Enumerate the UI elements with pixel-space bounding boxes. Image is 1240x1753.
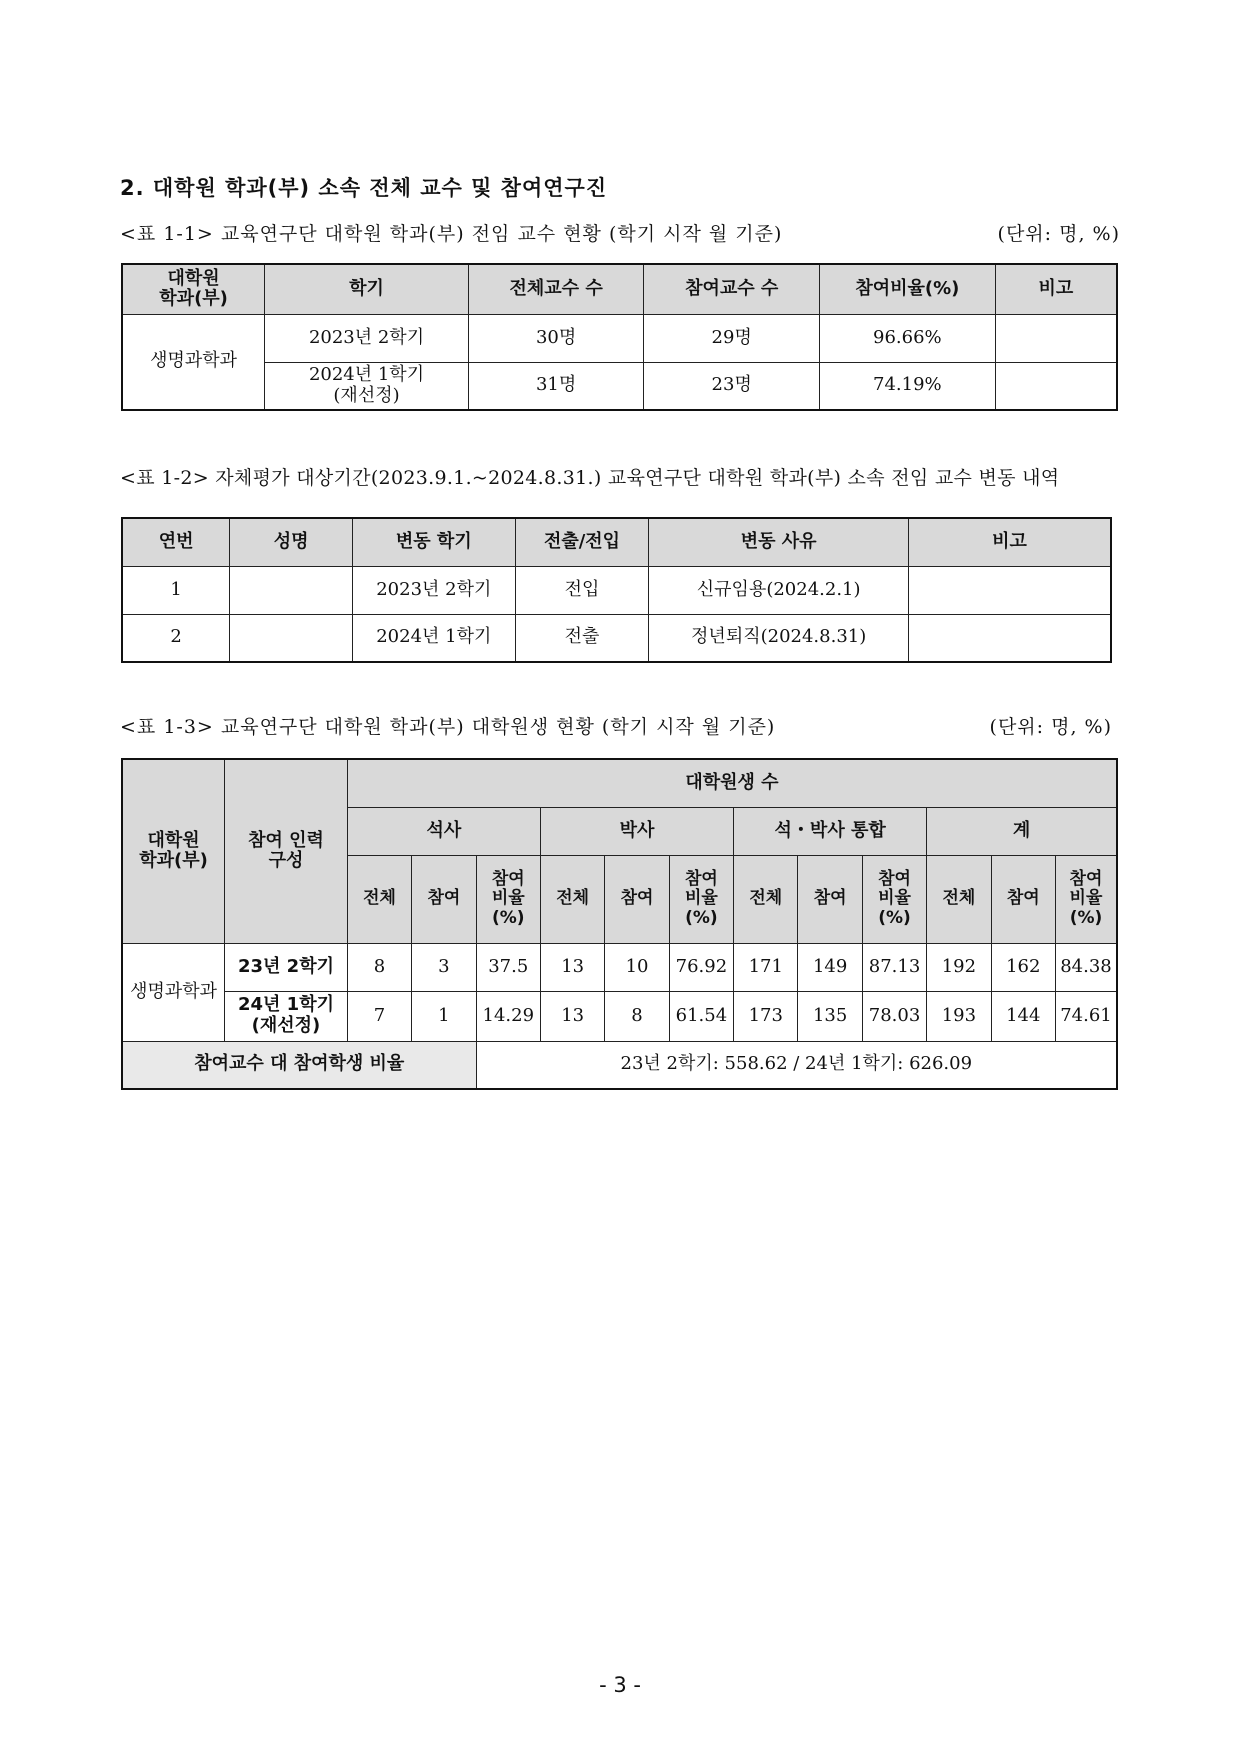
value-cell: 14.29 xyxy=(476,991,540,1041)
header-graduate-students: 대학원생 수 xyxy=(347,759,1117,807)
type-cell: 전입 xyxy=(515,566,649,614)
ratio-value-cell: 23년 2학기: 558.62 / 24년 1학기: 626.09 xyxy=(476,1041,1117,1089)
table-row xyxy=(122,614,1111,662)
semester-cell: 23년 2학기 xyxy=(225,943,348,991)
value-cell: 61.54 xyxy=(669,991,733,1041)
header-department: 대학원 학과(부) xyxy=(122,759,225,943)
semester-cell: 2024년 1학기 xyxy=(352,614,515,662)
value-cell: 149 xyxy=(798,943,862,991)
value-cell: 8 xyxy=(347,943,411,991)
table-row xyxy=(122,991,1117,1041)
note-cell xyxy=(995,314,1117,362)
number-cell: 2 xyxy=(122,614,230,662)
header-sub-participating: 참여 xyxy=(991,855,1055,943)
header-total-faculty: 전체교수 수 xyxy=(468,264,644,314)
name-cell xyxy=(230,566,353,614)
section-title: 2. 대학원 학과(부) 소속 전체 교수 및 참여연구진 xyxy=(120,176,608,200)
header-composition: 참여 인력 구성 xyxy=(225,759,348,943)
note-cell xyxy=(908,566,1111,614)
table-row xyxy=(122,314,1117,362)
value-cell: 135 xyxy=(798,991,862,1041)
ratio-cell: 74.19% xyxy=(820,362,996,410)
department-cell: 생명과학과 xyxy=(122,943,225,1041)
header-participating-faculty: 참여교수 수 xyxy=(644,264,820,314)
value-cell: 74.61 xyxy=(1055,991,1117,1041)
header-sub-participating: 참여 xyxy=(798,855,862,943)
header-sub-ratio: 참여 비율 (%) xyxy=(476,855,540,943)
value-cell: 84.38 xyxy=(1055,943,1117,991)
header-sub-participating: 참여 xyxy=(412,855,476,943)
table1-unit: (단위: 명, %) xyxy=(997,223,1120,245)
table1-caption-row xyxy=(120,219,1120,246)
header-sub-total: 전체 xyxy=(540,855,604,943)
header-note: 비고 xyxy=(995,264,1117,314)
semester-cell: 2023년 2학기 xyxy=(352,566,515,614)
header-name: 성명 xyxy=(230,518,353,566)
table-footer-row xyxy=(122,1041,1117,1089)
table-header-row xyxy=(122,264,1117,314)
type-cell: 전출 xyxy=(515,614,649,662)
reason-cell: 정년퇴직(2024.8.31) xyxy=(649,614,909,662)
number-cell: 1 xyxy=(122,566,230,614)
semester-cell: 24년 1학기 (재선정) xyxy=(225,991,348,1041)
header-change-semester: 변동 학기 xyxy=(352,518,515,566)
header-sum: 계 xyxy=(927,807,1117,855)
header-sub-total: 전체 xyxy=(734,855,798,943)
header-note: 비고 xyxy=(908,518,1111,566)
value-cell: 3 xyxy=(412,943,476,991)
header-change-reason: 변동 사유 xyxy=(649,518,909,566)
header-transfer-type: 전출/전입 xyxy=(515,518,649,566)
table-row xyxy=(122,566,1111,614)
value-cell: 13 xyxy=(540,991,604,1041)
value-cell: 1 xyxy=(412,991,476,1041)
total-cell: 30명 xyxy=(468,314,644,362)
table1-caption: <표 1-1> 교육연구단 대학원 학과(부) 전임 교수 현황 (학기 시작 월 기준) xyxy=(120,223,783,245)
table3-caption: <표 1-3> 교육연구단 대학원 학과(부) 대학원생 현황 (학기 시작 월 기준) xyxy=(120,716,776,738)
value-cell: 173 xyxy=(734,991,798,1041)
note-cell xyxy=(908,614,1111,662)
table-row xyxy=(122,943,1117,991)
value-cell: 192 xyxy=(927,943,991,991)
table-header-row xyxy=(122,759,1117,807)
reason-cell: 신규임용(2024.2.1) xyxy=(649,566,909,614)
value-cell: 171 xyxy=(734,943,798,991)
table2-caption-row xyxy=(120,463,1120,490)
header-ratio: 참여비율(%) xyxy=(820,264,996,314)
participating-cell: 29명 xyxy=(644,314,820,362)
table-faculty-status xyxy=(121,263,1118,411)
header-sub-ratio: 참여 비율 (%) xyxy=(862,855,926,943)
value-cell: 37.5 xyxy=(476,943,540,991)
name-cell xyxy=(230,614,353,662)
header-sub-ratio: 참여 비율 (%) xyxy=(1055,855,1117,943)
table3-caption-row xyxy=(120,712,1112,739)
header-integrated: 석・박사 통합 xyxy=(734,807,927,855)
header-department: 대학원 학과(부) xyxy=(122,264,265,314)
value-cell: 87.13 xyxy=(862,943,926,991)
table-graduate-students xyxy=(121,758,1118,1090)
participating-cell: 23명 xyxy=(644,362,820,410)
table-faculty-changes xyxy=(121,517,1112,663)
table2-caption: <표 1-2> 자체평가 대상기간(2023.9.1.~2024.8.31.) 교육연구단 대학원 학과(부) 소속 전임 교수 변동 내역 xyxy=(120,467,1060,489)
value-cell: 162 xyxy=(991,943,1055,991)
value-cell: 13 xyxy=(540,943,604,991)
header-number: 연번 xyxy=(122,518,230,566)
header-masters: 석사 xyxy=(347,807,540,855)
note-cell xyxy=(995,362,1117,410)
total-cell: 31명 xyxy=(468,362,644,410)
ratio-label-cell: 참여교수 대 참여학생 비율 xyxy=(122,1041,476,1089)
semester-cell: 2023년 2학기 xyxy=(265,314,469,362)
value-cell: 193 xyxy=(927,991,991,1041)
value-cell: 78.03 xyxy=(862,991,926,1041)
table-row xyxy=(122,362,1117,410)
value-cell: 76.92 xyxy=(669,943,733,991)
header-doctoral: 박사 xyxy=(540,807,733,855)
value-cell: 144 xyxy=(991,991,1055,1041)
table3-unit: (단위: 명, %) xyxy=(989,716,1112,738)
table-header-row xyxy=(122,518,1111,566)
header-semester: 학기 xyxy=(265,264,469,314)
header-sub-total: 전체 xyxy=(927,855,991,943)
department-cell: 생명과학과 xyxy=(122,314,265,410)
page-number: - 3 - xyxy=(599,1673,641,1697)
ratio-cell: 96.66% xyxy=(820,314,996,362)
header-sub-participating: 참여 xyxy=(605,855,669,943)
header-sub-ratio: 참여 비율 (%) xyxy=(669,855,733,943)
value-cell: 8 xyxy=(605,991,669,1041)
value-cell: 7 xyxy=(347,991,411,1041)
value-cell: 10 xyxy=(605,943,669,991)
header-sub-total: 전체 xyxy=(347,855,411,943)
semester-cell: 2024년 1학기 (재선정) xyxy=(265,362,469,410)
